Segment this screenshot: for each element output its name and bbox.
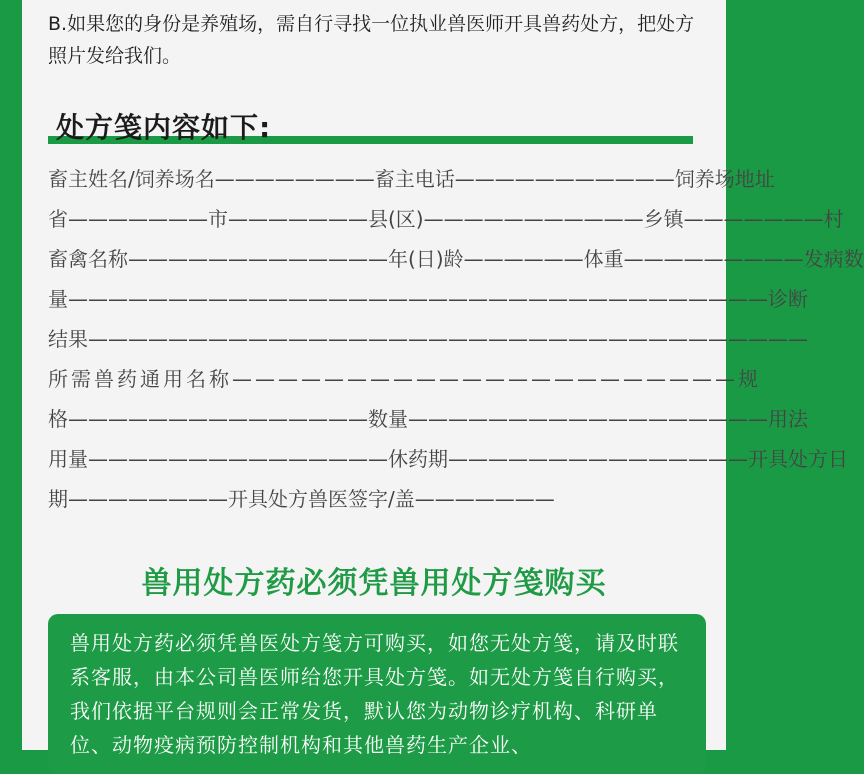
notice-text: 兽用处方药必须凭兽医处方笺方可购买，如您无处方笺，请及时联系客服，由本公司兽医师给您开具处方笺。如无处方笺自行购买，我们依据平台规则会正常发货，默认您为动物诊疗机构、科研单位、动物疫病预防控制机构和其他兽药生产企业、 (70, 631, 679, 757)
form-line: 结果———————————————————————————————————— (48, 327, 808, 351)
prescription-form-template (48, 159, 864, 519)
form-line: 畜禽名称—————————————年(日)龄——————体重—————————发病数 (48, 247, 864, 271)
form-line: 畜主姓名/饲养场名————————畜主电话———————————饲养场地址 (48, 167, 775, 191)
section-header (22, 100, 726, 150)
slogan-heading: 兽用处方药必须凭兽用处方笺购买 (141, 566, 607, 601)
notice-box (48, 614, 706, 774)
section-title: 处方笺内容如下: (56, 111, 272, 144)
form-line: 格———————————————数量——————————————————用法 (48, 407, 808, 431)
form-line: 省———————市———————县(区)———————————乡镇———————村 (48, 207, 844, 231)
intro-paragraph: B.如果您的身份是养殖场，需自行寻找一位执业兽医师开具兽药处方，把处方照片发给我们。 (48, 13, 695, 67)
form-line: 所需兽药通用名称——————————————————————规 (48, 367, 761, 391)
form-line: 用量———————————————休药期———————————————开具处方日 (48, 447, 848, 471)
content-card (22, 0, 864, 757)
form-line: 量———————————————————————————————————诊断 (48, 287, 808, 311)
form-line: 期————————开具处方兽医签字/盖——————— (48, 487, 555, 511)
